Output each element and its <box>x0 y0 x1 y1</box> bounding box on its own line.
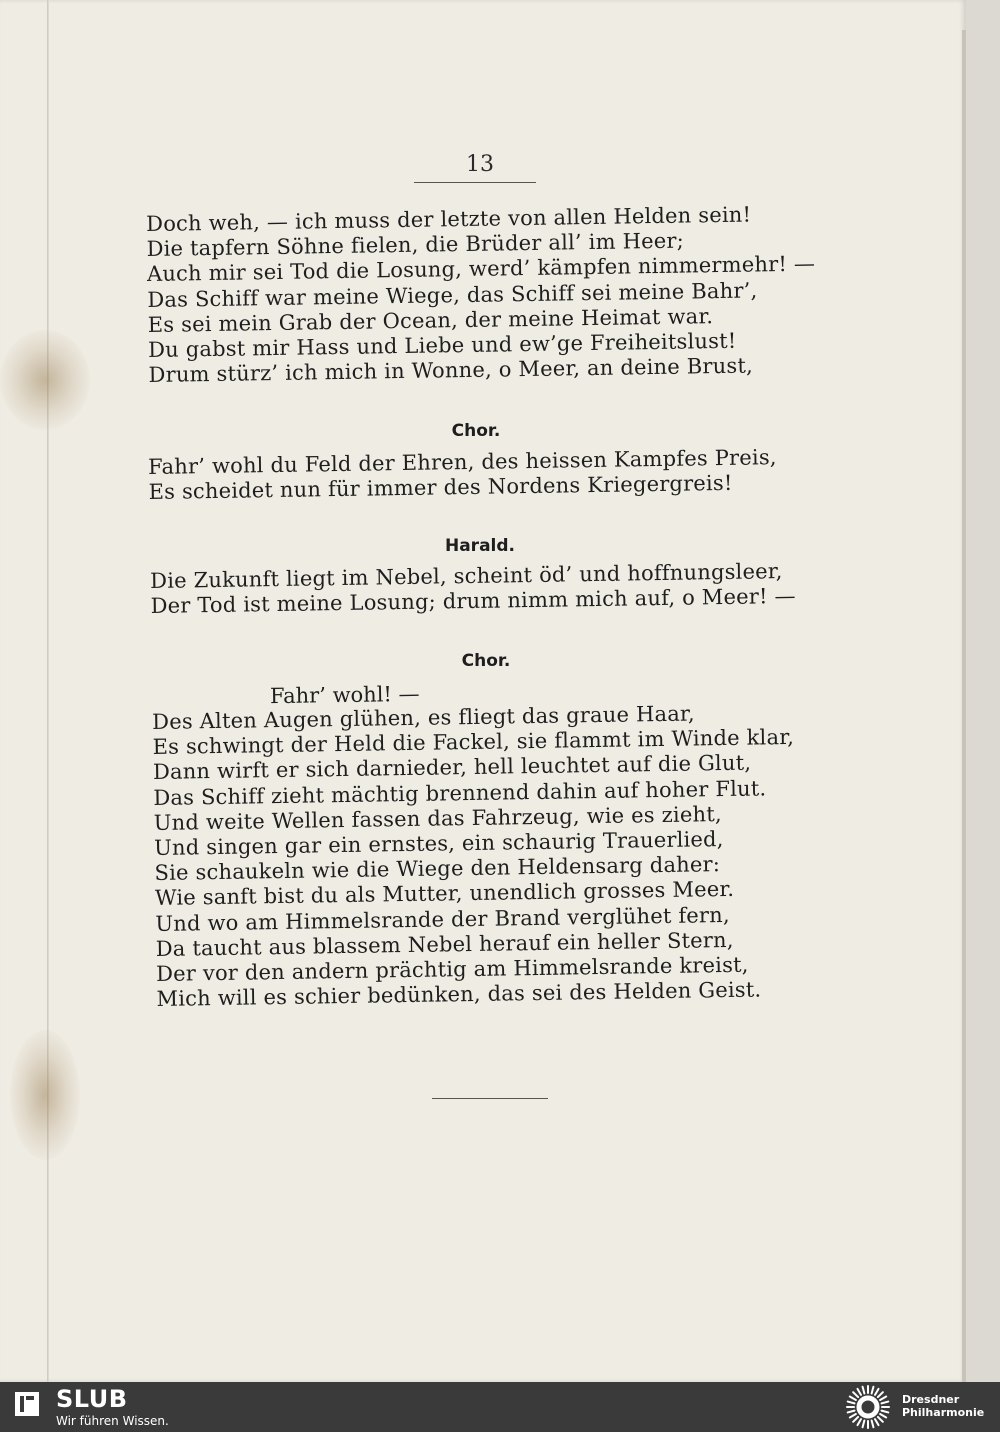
binding-gutter <box>47 0 49 1382</box>
foxing-stain <box>0 330 90 430</box>
sun-ray <box>863 1387 865 1394</box>
sun-ray <box>882 1402 889 1404</box>
sun-ray <box>880 1397 886 1401</box>
speaker-heading: Harald. <box>444 536 515 556</box>
verse-line: Des Alten Augen glühen, es fliegt das graue Haar, <box>152 701 695 734</box>
verse-line: Die tapfern Söhne fielen, die Brüder all’ im Heer; <box>146 228 685 262</box>
verse-line: Und weite Wellen fassen das Fahrzeug, wie es zieht, <box>153 801 722 835</box>
dresdner-philharmonie-name[interactable] <box>902 1393 984 1419</box>
sun-ray <box>872 1387 874 1394</box>
sun-ray <box>853 1417 858 1422</box>
sun-ray <box>850 1414 856 1418</box>
sun-ray <box>882 1411 889 1413</box>
speaker-heading: Chor. <box>461 651 511 671</box>
sun-ray <box>853 1392 858 1397</box>
sun-ray <box>878 1417 883 1422</box>
dresdner-philharmonie-sun-icon[interactable] <box>842 1384 894 1430</box>
sun-ray <box>880 1414 886 1418</box>
verse-line: Es sei mein Grab der Ocean, der meine Heimat war. <box>147 303 714 337</box>
sun-ray <box>875 1389 879 1395</box>
verse-line: Du gabst mir Hass und Liebe und ew’ge Freiheitslust! <box>147 328 737 362</box>
speaker-heading: Chor. <box>451 421 501 441</box>
stanza <box>146 201 869 389</box>
sun-ray <box>850 1397 856 1401</box>
verse-line: Doch weh, — ich muss der letzte von allen Helden sein! <box>146 202 752 236</box>
foxing-stain <box>10 1030 80 1160</box>
sun-ray <box>878 1392 883 1397</box>
verse-line: Fahr’ wohl du Feld der Ehren, des heissen Kampfes Preis, <box>148 445 777 479</box>
verse-line: Auch mir sei Tod die Losung, werd’ kämpfen nimmermehr! — <box>146 251 816 287</box>
stanza <box>152 699 877 1013</box>
sun-ray <box>858 1419 862 1425</box>
end-rule <box>432 1098 548 1099</box>
partner-name-line: Philharmonie <box>902 1406 985 1419</box>
sun-ray <box>858 1389 862 1395</box>
sun-ray <box>872 1421 874 1428</box>
sun-ray <box>863 1421 865 1428</box>
verse-line: Der Tod ist meine Losung; drum nimm mich auf, o Meer! — <box>150 584 796 619</box>
verse-line: Das Schiff war meine Wiege, das Schiff sei meine Bahr’, <box>147 278 758 312</box>
partner-name-line: Dresdner <box>902 1393 960 1406</box>
verse-line: Drum stürz’ ich mich in Wonne, o Meer, an deine Brust, <box>148 353 754 388</box>
verse-line: Und wo am Himmelsrande der Brand verglühet fern, <box>155 902 730 936</box>
verse-line: Sie schaukeln wie die Wiege den Heldensarg daher: <box>154 852 721 886</box>
footer-bar <box>0 1382 1000 1432</box>
verse-line: Wie sanft bist du als Mutter, unendlich grosses Meer. <box>154 877 735 911</box>
page-edge <box>962 30 966 1382</box>
page-number-rule <box>414 182 536 183</box>
verse-line: Mich will es schier bedünken, das sei des Helden Geist. <box>156 977 762 1012</box>
verse-line: Und singen gar ein ernstes, ein schaurig Trauerlied, <box>153 827 724 860</box>
slub-book-icon[interactable] <box>14 1391 40 1417</box>
sun-ray <box>875 1419 879 1425</box>
slub-name[interactable]: SLUB <box>56 1385 128 1413</box>
verse-line: Es schwingt der Held die Fackel, sie flammt im Winde klar, <box>152 725 795 760</box>
verse-line: Es scheidet nun für immer des Nordens Kriegergreis! <box>148 471 733 505</box>
slub-slogan: Wir führen Wissen. <box>56 1414 169 1428</box>
verse-line: Das Schiff zieht mächtig brennend dahin auf hoher Flut. <box>153 775 767 810</box>
sun-ray <box>848 1411 855 1413</box>
verse-line: Da taucht aus blassem Nebel herauf ein heller Stern, <box>155 927 734 961</box>
verse-line-intro: Fahr’ wohl! — <box>269 681 420 709</box>
page-number: 13 <box>466 152 494 177</box>
verse-line: Der vor den andern prächtig am Himmelsrande kreist, <box>155 952 749 986</box>
verse-line: Dann wirft er sich darnieder, hell leuchtet auf die Glut, <box>152 751 752 785</box>
sun-ray <box>848 1402 855 1404</box>
verse-line: Die Zukunft liegt im Nebel, scheint öd’ und hoffnungsleer, <box>150 559 783 593</box>
